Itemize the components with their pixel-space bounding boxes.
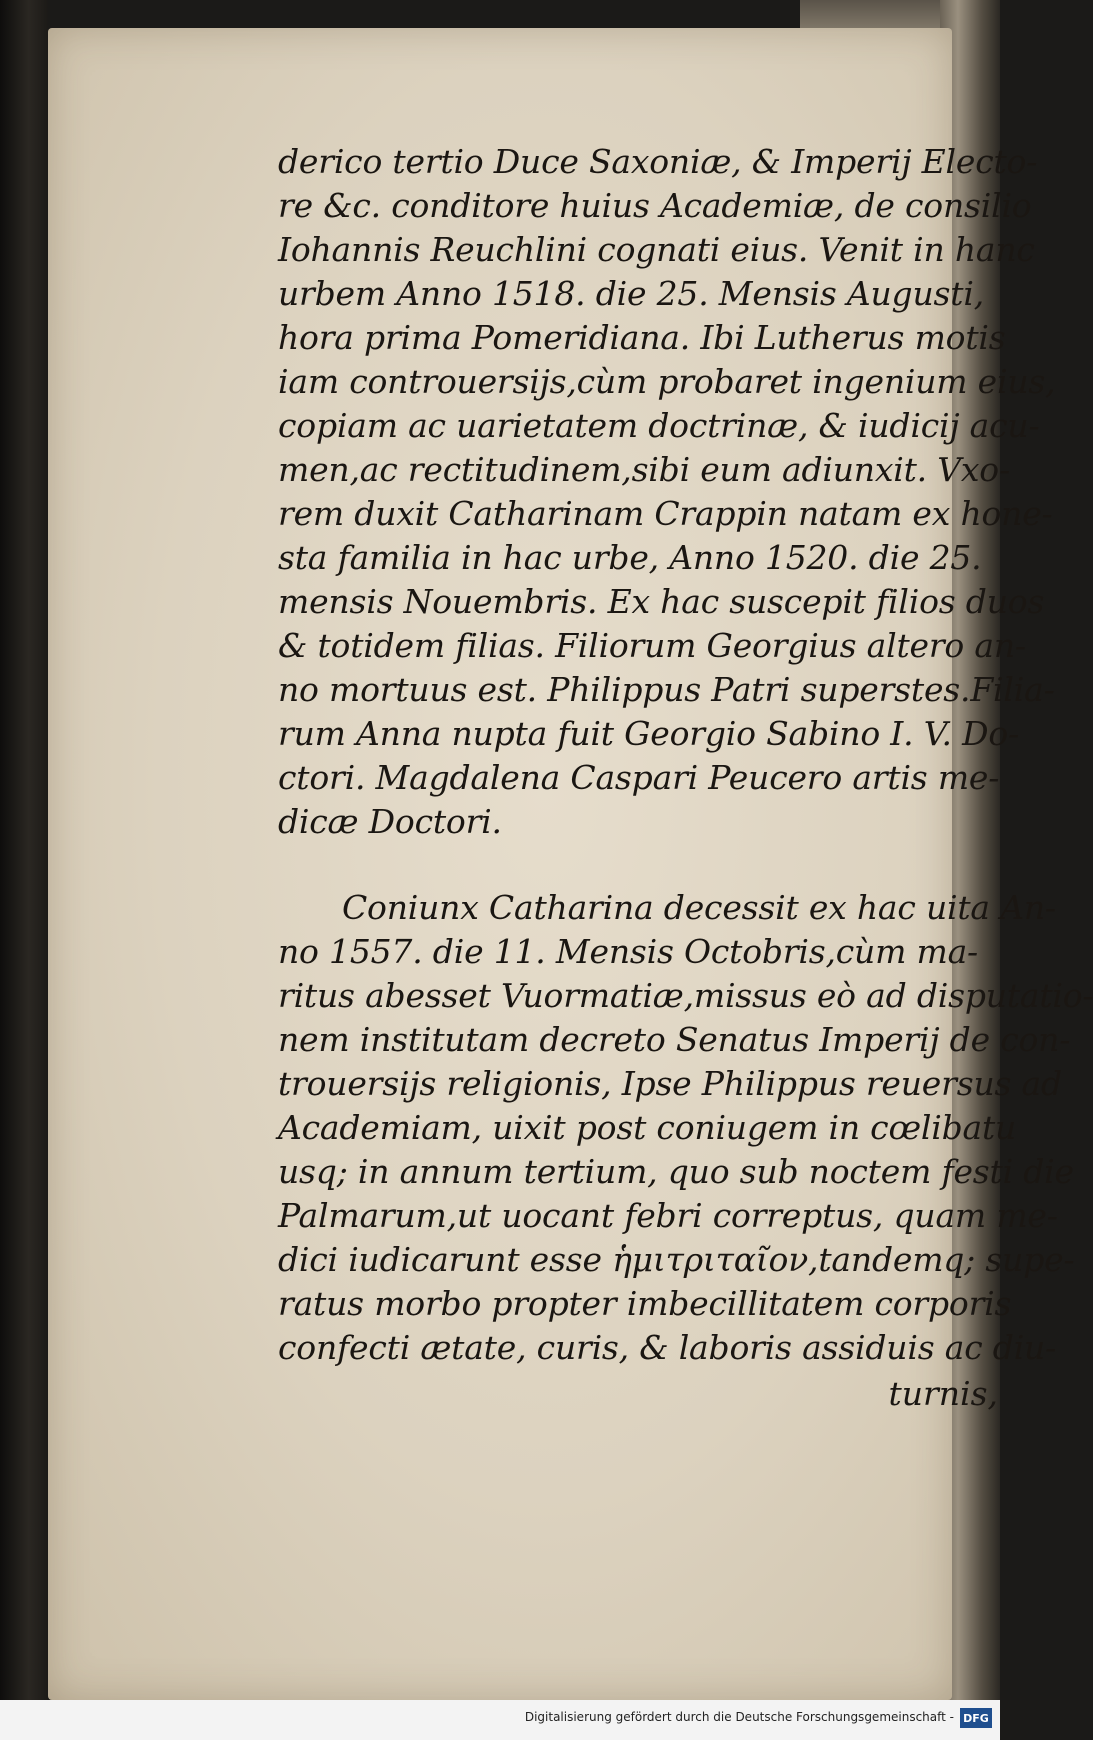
- text-line: copiam ac uarietatem doctrinæ, & iudicij acu-: [278, 406, 1040, 445]
- text-line: ritus abesset Vuormatiæ,missus eò ad disputatio-: [278, 976, 1093, 1015]
- text-line: no mortuus est. Philippus Patri superstes.Filia-: [278, 670, 1055, 709]
- text-line: Coniunx Catharina decessit ex hac uita An-: [342, 888, 1056, 927]
- dfg-logo-icon[interactable]: DFG: [960, 1708, 992, 1728]
- text-line: derico tertio Duce Saxoniæ, & Imperij Electo-: [278, 142, 1038, 181]
- funding-credit: Digitalisierung gefördert durch die Deutsche Forschungsgemeinschaft -: [524, 1710, 954, 1724]
- book-page: [48, 28, 1093, 1700]
- text-line: mensis Nouembris. Ex hac suscepit filios duos: [278, 582, 1045, 621]
- text-line: ratus morbo propter imbecillitatem corporis: [278, 1284, 1012, 1323]
- text-line: men,ac rectitudinem,sibi eum adiunxit. Vxo-: [278, 450, 1010, 489]
- paragraph-2: [278, 886, 1093, 1370]
- text-line: ctori. Magdalena Caspari Peucero artis me-: [278, 758, 1000, 797]
- text-line: dici iudicarunt esse ἡμιτριταῖον,tandemq; supe-: [278, 1240, 1075, 1279]
- text-line: hora prima Pomeridiana. Ibi Lutherus motis: [278, 318, 1006, 357]
- text-line: trouersijs religionis, Ipse Philippus reuersus ad: [278, 1064, 1062, 1103]
- text-line: sta familia in hac urbe, Anno 1520. die 25.: [278, 538, 982, 577]
- text-line: no 1557. die 11. Mensis Octobris,cùm ma-: [278, 932, 978, 971]
- footer-bar: [0, 1700, 1000, 1740]
- catchword: turnis,: [888, 1374, 998, 1413]
- text-line: Academiam, uixit post coniugem in cœlibatu: [278, 1108, 1017, 1147]
- text-line: rum Anna nupta fuit Georgio Sabino I. V. Do-: [278, 714, 1020, 753]
- text-line: Palmarum,ut uocant febri correptus, quam me-: [278, 1196, 1058, 1235]
- text-line: Iohannis Reuchlini cognati eius. Venit in hanc: [278, 230, 1035, 269]
- text-line: rem duxit Catharinam Crappin natam ex hone-: [278, 494, 1053, 533]
- text-line: usq; in annum tertium, quo sub noctem festi die: [278, 1152, 1074, 1191]
- text-line: re &c. conditore huius Academiæ, de consilio: [278, 186, 1032, 225]
- book-binding-shadow: [0, 0, 48, 1700]
- text-line: confecti ætate, curis, & laboris assiduis ac diu-: [278, 1328, 1057, 1367]
- text-line: urbem Anno 1518. die 25. Mensis Augusti,: [278, 274, 984, 313]
- text-line: & totidem filias. Filiorum Georgius altero an-: [278, 626, 1026, 665]
- paragraph-1: [278, 140, 1056, 844]
- text-line: iam controuersijs,cùm probaret ingenium eius,: [278, 362, 1056, 401]
- text-line: nem institutam decreto Senatus Imperij de con-: [278, 1020, 1071, 1059]
- text-line: dicæ Doctori.: [278, 802, 502, 841]
